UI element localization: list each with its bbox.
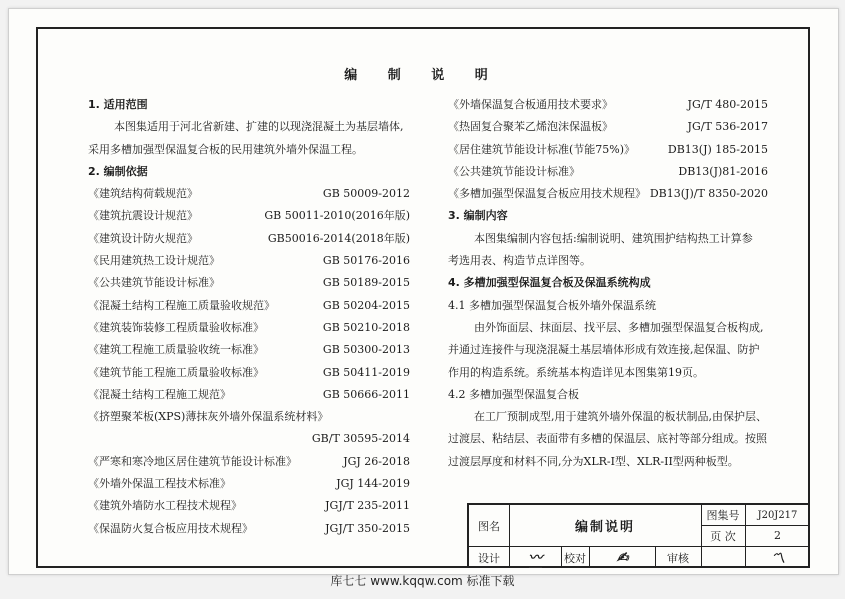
standard-title: 《建筑设计防火规范》 (88, 231, 198, 245)
standard-title: 《公共建筑节能设计标准》 (88, 276, 220, 290)
standard-title: 《建筑装饰装修工程质量验收标准》 (88, 320, 264, 334)
check-signature: ✍︎ (616, 549, 628, 566)
paragraph-line: 考选用表、构造节点详图等。 (448, 254, 591, 268)
standard-row (88, 451, 410, 473)
standard-code: DB13(J)/T 8350-2020 (649, 187, 768, 201)
atlas-number-value: J20J217 (757, 509, 798, 521)
standard-row (88, 428, 410, 450)
standard-title: 《外墙保温复合板通用技术要求》 (448, 98, 613, 111)
standard-title: 《居住建筑节能设计标准(节能75%)》 (448, 142, 636, 156)
standard-row (88, 295, 410, 317)
paragraph-line: 4.2 多槽加强型保温复合板 (448, 387, 579, 401)
standard-row (88, 473, 410, 495)
standard-row (448, 116, 768, 138)
standard-title: 《混凝土结构工程施工规范》 (88, 387, 231, 401)
standard-code: GB 50176-2016 (322, 254, 410, 268)
paragraph-line: 本图集适用于河北省新建、扩建的以现浇混凝土为基层墙体, (114, 120, 404, 134)
standard-row (88, 495, 410, 517)
standard-code: GB50016-2014(2018年版) (267, 231, 410, 245)
standard-title: 《建筑外墙防水工程技术规程》 (88, 499, 242, 513)
standard-title: 《外墙外保温工程技术标准》 (88, 477, 231, 491)
standard-code: JGJ 26-2018 (343, 454, 410, 468)
standard-code: GB 50411-2019 (322, 365, 410, 379)
standard-code: GB 50666-2011 (322, 387, 410, 401)
standard-row (88, 228, 410, 250)
paragraph-line: 并通过连接件与现浇混凝土基层墙体形成有效连接,起保温、防护 (448, 343, 760, 357)
standard-code: JGJ/T 235-2011 (325, 499, 410, 513)
standard-code: JGJ 144-2019 (336, 477, 410, 491)
page-title: 编 制 说 明 (344, 68, 501, 83)
paragraph-line: 过渡层、粘结层、表面带有多槽的保温层、底衬等部分组成。按照 (448, 432, 767, 446)
standard-code: GB 50210-2018 (322, 320, 410, 334)
standard-title: 《建筑节能工程施工质量验收标准》 (88, 365, 264, 379)
title-name-label: 图名 (478, 519, 500, 533)
standard-row (448, 139, 768, 161)
paragraph-line: 作用的构造系统。系统基本构造详见本图集第19页。 (448, 365, 704, 379)
standard-row (448, 183, 768, 205)
standard-code: GB 50189-2015 (322, 276, 410, 290)
standard-code: GB 50011-2010(2016年版) (264, 209, 410, 223)
standard-row (88, 183, 410, 205)
page-number-value: 2 (774, 529, 781, 542)
standard-code: DB13(J)81-2016 (678, 164, 768, 178)
standard-code: JG/T 536-2017 (687, 120, 768, 134)
review-label: 审核 (667, 551, 689, 565)
standard-title: 《混凝土结构工程施工质量验收规范》 (88, 298, 275, 312)
section-heading: 1. 适用范围 (88, 98, 148, 111)
paragraph-line: 由外饰面层、抹面层、找平层、多槽加强型保温复合板构成, (474, 320, 764, 334)
page-number-label: 页 次 (710, 529, 736, 543)
standard-title: 《严寒和寒冷地区居住建筑节能设计标准》 (88, 454, 297, 468)
standard-title: 《挤塑聚苯板(XPS)薄抹灰外墙外保温系统材料》 (88, 410, 329, 424)
standard-title: 《保温防火复合板应用技术规程》 (88, 521, 253, 535)
standard-title: 《建筑抗震设计规范》 (88, 209, 198, 223)
title-block (467, 503, 810, 568)
left-column (88, 94, 410, 540)
standard-row (88, 339, 410, 361)
standard-row (448, 94, 768, 116)
standard-row (88, 406, 410, 428)
standard-title: 《建筑工程施工质量验收统一标准》 (88, 343, 264, 357)
atlas-number-label: 图集号 (706, 509, 740, 522)
standard-row (88, 205, 410, 227)
standard-code: JGJ/T 350-2015 (325, 521, 410, 535)
standard-row (88, 384, 410, 406)
title-name-value: 编制说明 (574, 520, 635, 535)
paragraph-line: 本图集编制内容包括:编制说明、建筑围护结构热工计算参 (474, 231, 753, 245)
standard-code: GB 50009-2012 (322, 187, 410, 201)
design-signature: 〰︎ (509, 547, 561, 568)
standard-code: JG/T 480-2015 (687, 98, 768, 111)
section-heading: 4. 多槽加强型保温复合板及保温系统构成 (448, 276, 651, 290)
standard-row (88, 250, 410, 272)
standard-row (88, 317, 410, 339)
standard-title: 《多槽加强型保温复合板应用技术规程》 (448, 187, 646, 201)
right-column (448, 94, 768, 473)
paragraph-line: 4.1 多槽加强型保温复合板外墙外保温系统 (448, 298, 656, 312)
section-heading: 3. 编制内容 (448, 209, 508, 223)
standard-row (88, 518, 410, 540)
paragraph-line: 过渡层厚度和材料不同,分为XLR-I型、XLR-II型两种板型。 (448, 454, 739, 468)
footer-watermark: 库七七 www.kqqw.com 标准下载 (330, 574, 515, 588)
standard-code: GB 50300-2013 (322, 343, 410, 357)
standard-row (88, 362, 410, 384)
review-signature: 〽︎ (771, 550, 784, 567)
standard-code: GB 50204-2015 (322, 298, 410, 312)
standard-title: 《民用建筑热工设计规范》 (88, 254, 220, 268)
section-heading: 2. 编制依据 (88, 164, 148, 178)
standard-title: 《公共建筑节能设计标准》 (448, 164, 580, 178)
design-label: 设计 (478, 551, 500, 565)
standard-title: 《建筑结构荷载规范》 (88, 187, 198, 201)
paragraph-line: 在工厂预制成型,用于建筑外墙外保温的板状制品,由保护层、 (474, 410, 767, 424)
standard-row (448, 161, 768, 183)
standard-code: DB13(J) 185-2015 (667, 142, 768, 156)
paragraph-line: 采用多槽加强型保温复合板的民用建筑外墙外保温工程。 (88, 142, 363, 156)
standard-code: GB/T 30595-2014 (311, 432, 410, 446)
check-label: 校对 (564, 551, 586, 565)
standard-title: 《热固复合聚苯乙烯泡沫保温板》 (448, 120, 613, 134)
standard-row (88, 272, 410, 294)
